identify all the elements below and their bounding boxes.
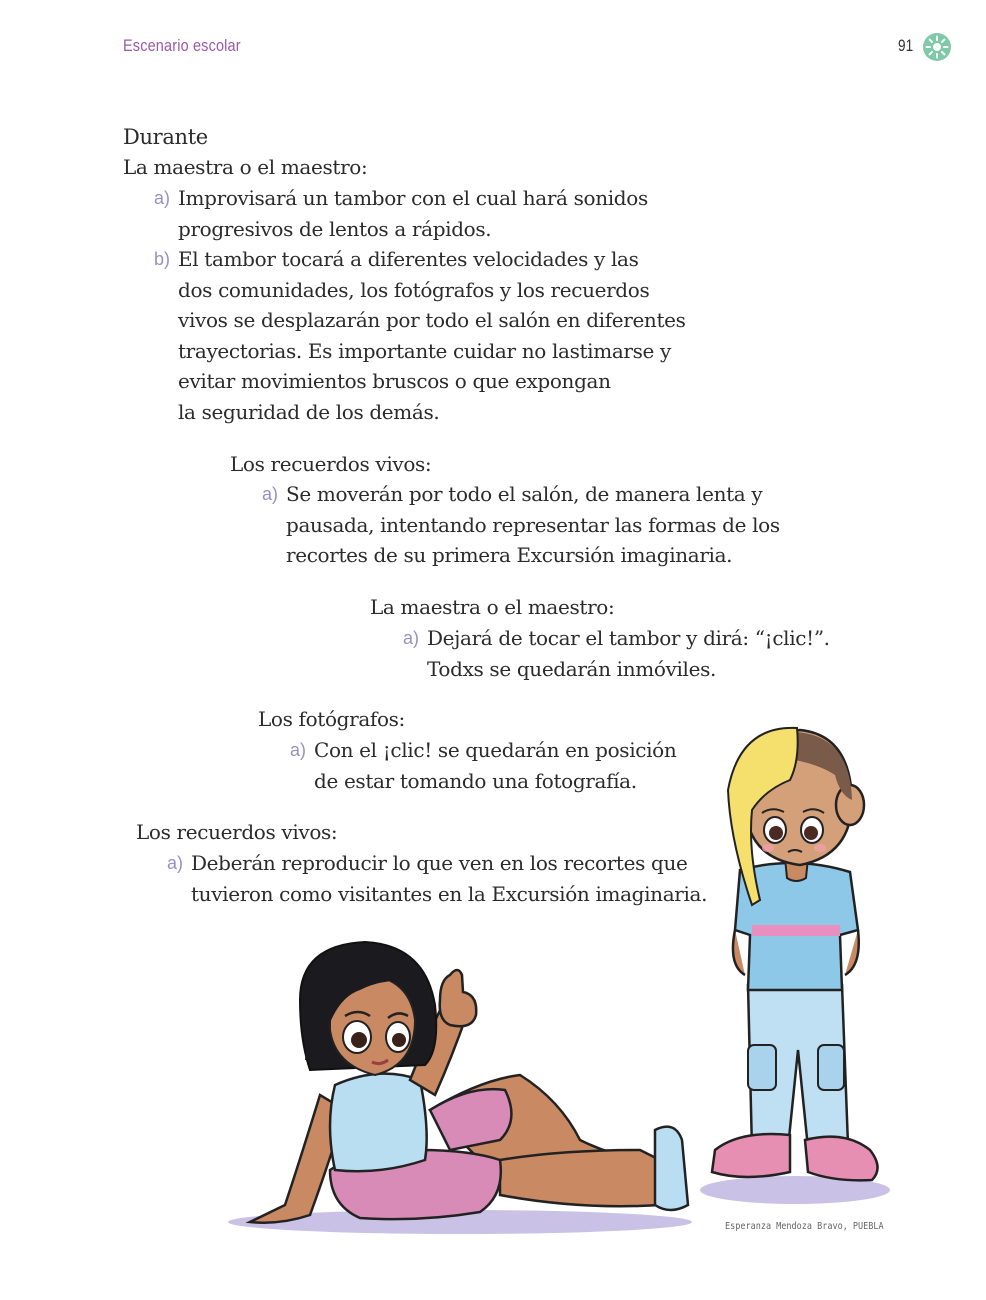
list-marker: a) (167, 853, 184, 873)
group-title: Los recuerdos vivos: (230, 452, 432, 476)
heading-durante: Durante (123, 125, 208, 149)
illustration-credit: Esperanza Mendoza Bravo, PUEBLA (725, 1221, 884, 1232)
list-marker: a) (154, 188, 171, 208)
page-number: 91 (898, 36, 914, 55)
standing-boy-illustration (700, 728, 890, 1204)
list-marker: a) (290, 740, 307, 760)
group-title: Los recuerdos vivos: (136, 820, 338, 844)
group-title: Los fotógrafos: (258, 707, 405, 731)
list-marker: b) (154, 249, 171, 269)
list-item: b) El tambor tocará a diferentes velocidades y las dos comunidades, los fotógrafos y los recuerdos vivos se desplazarán por todo el salón en diferentes trayectorias. Es importante cuidar no lastimarse y evitar movimientos bruscos o que expongan la seguridad de los demás. (178, 244, 686, 427)
list-item: a) Con el ¡clic! se quedarán en posición de estar tomando una fotografía. (314, 735, 676, 796)
list-marker: a) (403, 628, 420, 648)
section-title: Escenario escolar (123, 36, 241, 55)
sitting-girl-illustration (228, 942, 692, 1234)
list-item: a) Deberán reproducir lo que ven en los recortes que tuvieron como visitantes en la Excursión imaginaria. (191, 848, 707, 909)
list-marker: a) (262, 484, 279, 504)
list-item: a) Se moverán por todo el salón, de manera lenta y pausada, intentando representar las formas de los recortes de su primera Excursión imaginaria. (286, 479, 780, 571)
group-title: La maestra o el maestro: (370, 595, 615, 619)
list-item: a) Improvisará un tambor con el cual hará sonidos progresivos de lentos a rápidos. (178, 183, 648, 244)
list-item: a) Dejará de tocar el tambor y dirá: “¡clic!”. Todxs se quedarán inmóviles. (427, 623, 830, 684)
intro-teacher: La maestra o el maestro: (123, 155, 368, 179)
